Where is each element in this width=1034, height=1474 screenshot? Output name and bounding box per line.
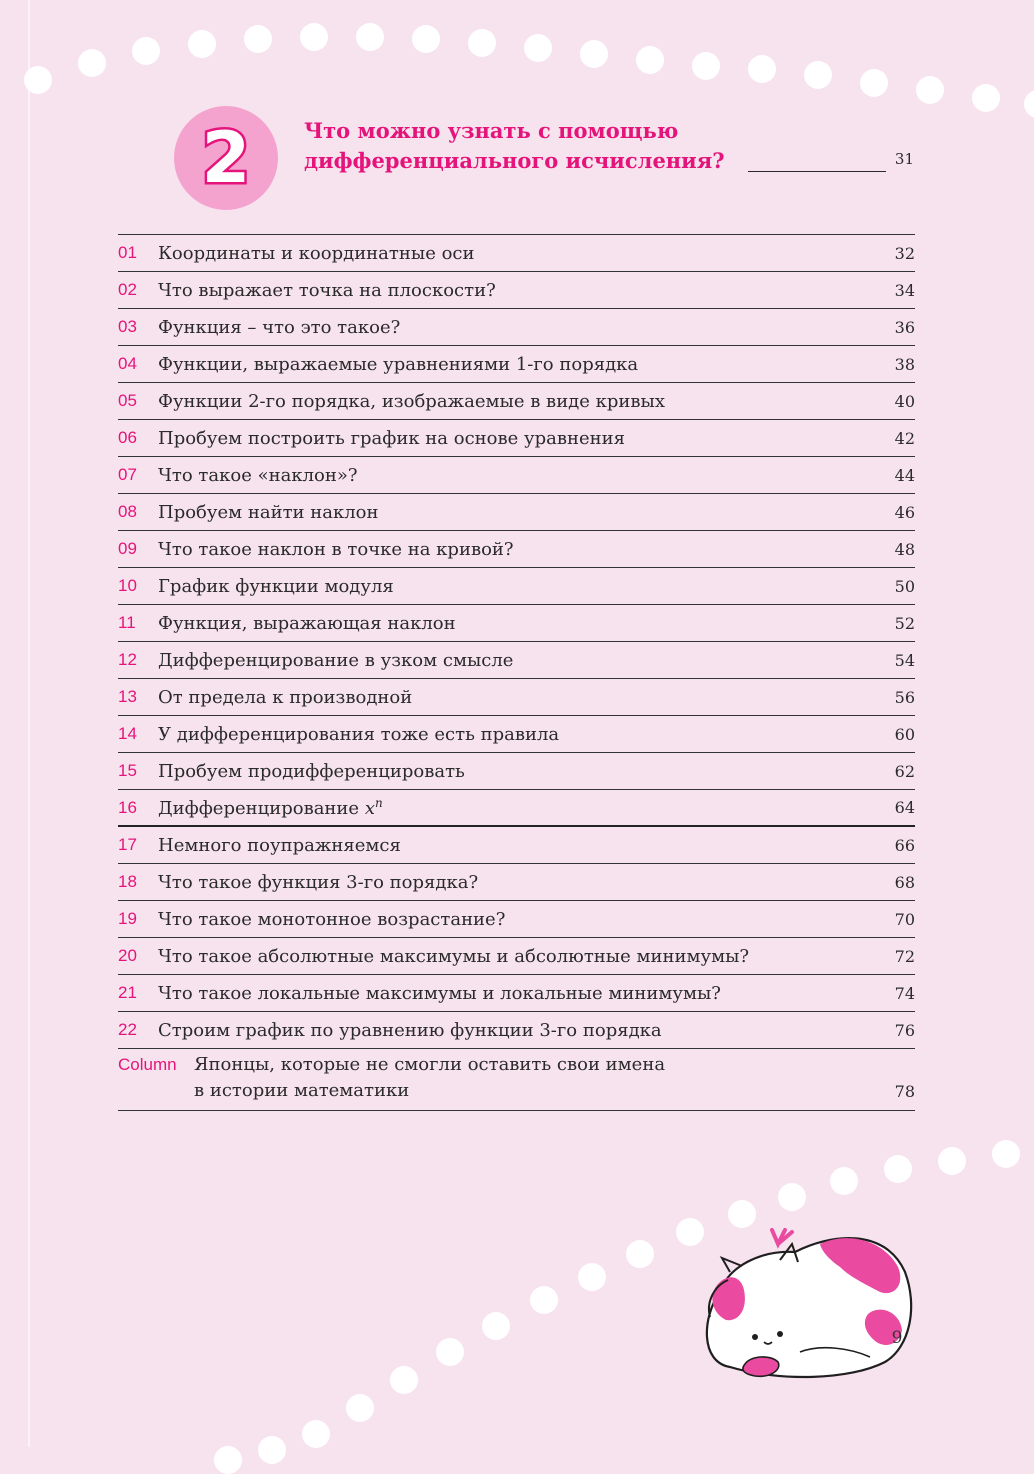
entry-number: 22 [118, 1020, 137, 1039]
entry-page: 62 [894, 761, 915, 781]
entry-page: 38 [894, 354, 915, 374]
entry-number: 04 [118, 354, 137, 373]
column-title-line1: Японцы, которые не смогли оставить свои имена [194, 1054, 666, 1075]
entry-number: 11 [118, 613, 136, 632]
entry-page: 76 [894, 1020, 915, 1040]
entry-number: 20 [118, 946, 137, 965]
entry-title: Пробуем построить график на основе уравнения [158, 427, 625, 449]
toc-entry[interactable] [118, 864, 915, 901]
toc-entry[interactable] [118, 568, 915, 605]
toc-entry[interactable] [118, 827, 915, 864]
toc-entry[interactable] [118, 457, 915, 494]
toc-entry[interactable] [118, 716, 915, 753]
entry-page: 60 [894, 724, 915, 744]
column-page: 78 [894, 1082, 915, 1101]
entry-page: 46 [894, 502, 915, 522]
entry-title: Дифференцирование в узком смысле [158, 649, 514, 671]
entry-title: Координаты и координатные оси [158, 242, 475, 264]
entry-page: 42 [894, 428, 915, 448]
toc-entry[interactable] [118, 1012, 915, 1049]
toc-list [118, 234, 915, 1111]
toc-entry[interactable] [118, 605, 915, 642]
entry-number: 19 [118, 909, 137, 928]
entry-number: 09 [118, 539, 137, 558]
entry-number: 01 [118, 243, 137, 262]
entry-title: Что такое абсолютные максимумы и абсолютные минимумы? [158, 945, 750, 967]
toc-entry[interactable] [118, 494, 915, 531]
entry-title: Что такое наклон в точке на кривой? [158, 538, 514, 560]
chapter-title[interactable] [304, 116, 864, 176]
toc-entry[interactable] [118, 272, 915, 309]
entry-title: Пробуем найти наклон [158, 501, 379, 523]
entry-title: Функция, выражающая наклон [158, 612, 456, 634]
column-label: Column [118, 1055, 177, 1074]
entry-page: 50 [894, 576, 915, 596]
entry-page: 74 [894, 983, 915, 1003]
entry-title: Что такое функция 3-го порядка? [158, 871, 479, 893]
sleeping-cat-illustration [700, 1222, 914, 1382]
entry-number: 14 [118, 724, 137, 743]
toc-entry[interactable] [118, 346, 915, 383]
entry-number: 08 [118, 502, 137, 521]
toc-entry[interactable] [118, 790, 915, 827]
entry-title: Что выражает точка на плоскости? [158, 279, 496, 301]
entry-title: У дифференцирования тоже есть правила [158, 723, 560, 745]
entry-number: 16 [118, 797, 137, 817]
entry-number: 10 [118, 576, 137, 595]
entry-number: 03 [118, 317, 137, 336]
chapter-title-line1: Что можно узнать с помощью [304, 118, 679, 143]
chapter-number: 2 [201, 117, 251, 199]
entry-title: Пробуем продифференцировать [158, 760, 465, 782]
entry-title-text: Дифференцирование [158, 798, 365, 819]
entry-number: 18 [118, 872, 137, 891]
entry-page: 68 [894, 872, 915, 892]
toc-entry[interactable] [118, 531, 915, 568]
toc-entry[interactable] [118, 235, 915, 272]
entry-title: Что такое локальные максимумы и локальные минимумы? [158, 982, 721, 1004]
page-number: 9 [891, 1328, 903, 1348]
entry-title: Функции 2-го порядка, изображаемые в виде кривых [158, 390, 666, 412]
entry-page: 36 [894, 317, 915, 337]
toc-entry[interactable] [118, 753, 915, 790]
entry-number: 06 [118, 428, 137, 447]
entry-number: 13 [118, 687, 137, 706]
toc-entry[interactable] [118, 938, 915, 975]
entry-number: 07 [118, 465, 137, 484]
entry-page: 72 [894, 946, 915, 966]
entry-number: 15 [118, 761, 137, 780]
entry-page: 70 [894, 909, 915, 929]
toc-entry[interactable] [118, 383, 915, 420]
entry-title [158, 796, 875, 819]
entry-page: 48 [894, 539, 915, 559]
entry-title: Немного поупражняемся [158, 834, 401, 856]
entry-title: Что такое монотонное возрастание? [158, 908, 506, 930]
entry-number: 05 [118, 391, 137, 410]
entry-page: 40 [894, 391, 915, 411]
toc-column-entry[interactable] [118, 1049, 915, 1111]
entry-title: От предела к производной [158, 686, 413, 708]
entry-number: 21 [118, 983, 137, 1002]
entry-title: Что такое «наклон»? [158, 464, 358, 486]
entry-page: 64 [894, 798, 915, 817]
toc-entry[interactable] [118, 642, 915, 679]
entry-title-variable: x [364, 798, 375, 819]
entry-number: 12 [118, 650, 137, 669]
chapter-number-badge [174, 106, 278, 210]
chapter-leader-line [748, 171, 886, 172]
entry-title: Строим график по уравнению функции 3-го порядка [158, 1019, 662, 1041]
entry-page: 56 [894, 687, 915, 707]
toc-entry[interactable] [118, 901, 915, 938]
entry-number: 02 [118, 280, 137, 299]
entry-page: 32 [894, 243, 915, 263]
toc-entry[interactable] [118, 420, 915, 457]
entry-title: Функции, выражаемые уравнениями 1-го порядка [158, 353, 639, 375]
entry-number: 17 [118, 835, 137, 854]
entry-page: 34 [894, 280, 915, 300]
entry-page: 44 [894, 465, 915, 485]
page-edge [28, 0, 30, 1447]
column-title-line2: в истории математики [194, 1080, 410, 1101]
entry-page: 54 [894, 650, 915, 670]
entry-title-exponent: n [374, 796, 383, 810]
entry-page: 66 [894, 835, 915, 855]
entry-title: Функция – что это такое? [158, 316, 401, 338]
entry-title: График функции модуля [158, 575, 394, 597]
chapter-title-line2: дифференциального исчисления? [304, 148, 725, 173]
chapter-page-number: 31 [894, 150, 914, 168]
toc-entry[interactable] [118, 975, 915, 1012]
toc-entry[interactable] [118, 309, 915, 346]
toc-entry[interactable] [118, 679, 915, 716]
entry-page: 52 [894, 613, 915, 633]
